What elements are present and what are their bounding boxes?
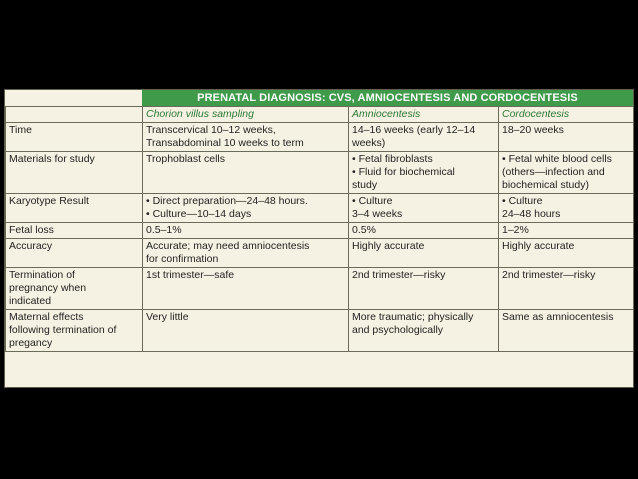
table-row (6, 223, 634, 239)
cell-line: pregancy (9, 337, 53, 349)
data-cell (499, 123, 634, 152)
data-cell (349, 194, 499, 223)
row-label-cell (6, 268, 143, 310)
table-row (6, 152, 634, 194)
cell-line: Fetal loss (9, 224, 54, 236)
row-label-cell (6, 194, 143, 223)
cell-line: biochemical study) (502, 179, 589, 191)
data-cell (143, 268, 349, 310)
column-header (6, 107, 143, 123)
table-row (6, 194, 634, 223)
cell-line: • Culture (502, 195, 543, 207)
data-cell (349, 152, 499, 194)
data-cell (143, 310, 349, 352)
cell-line: Accurate; may need amniocentesis (146, 240, 310, 252)
data-cell (499, 239, 634, 268)
cell-line: 2nd trimester—risky (352, 269, 446, 281)
data-cell (143, 194, 349, 223)
cell-line: • Fluid for biochemical (352, 166, 455, 178)
row-label-cell (6, 310, 143, 352)
header-row (6, 107, 634, 123)
cell-line: • Fetal white blood cells (502, 153, 612, 165)
prenatal-diagnosis-table (4, 89, 634, 388)
data-cell (143, 152, 349, 194)
cell-line: 3–4 weeks (352, 208, 403, 220)
cell-line: 1st trimester—safe (146, 269, 235, 281)
data-cell (499, 223, 634, 239)
cell-line: Highly accurate (352, 240, 425, 252)
cell-line: 1–2% (502, 224, 529, 236)
row-label-cell (6, 123, 143, 152)
cell-line: 2nd trimester—risky (502, 269, 596, 281)
cell-line: indicated (9, 295, 52, 307)
cell-line: 0.5% (352, 224, 376, 236)
cell-line: for confirmation (146, 253, 219, 265)
cell-line: Trophoblast cells (146, 153, 225, 165)
data-cell (143, 239, 349, 268)
data-cell (349, 268, 499, 310)
cell-line: Karyotype Result (9, 195, 89, 207)
row-label-cell (6, 223, 143, 239)
cell-line: • Fetal fibroblasts (352, 153, 433, 165)
table-title: PRENATAL DIAGNOSIS: CVS, AMNIOCENTESIS AND CORDOCENTESIS (142, 90, 633, 106)
cell-line: (others—infection and (502, 166, 605, 178)
column-header: Chorion villus sampling (143, 107, 349, 123)
cell-line: • Direct preparation—24–48 hours. (146, 195, 308, 207)
data-cell (349, 123, 499, 152)
data-cell (349, 239, 499, 268)
comparison-grid (5, 106, 634, 352)
cell-line: Maternal effects (9, 311, 84, 323)
cell-line: Accuracy (9, 240, 53, 252)
cell-line: Transcervical 10–12 weeks, (146, 124, 276, 136)
table-row (6, 268, 634, 310)
data-cell (499, 268, 634, 310)
cell-line: Same as amniocentesis (502, 311, 614, 323)
table-row (6, 310, 634, 352)
title-spacer (5, 90, 142, 106)
cell-line: Highly accurate (502, 240, 575, 252)
data-cell (499, 152, 634, 194)
cell-line: following termination of (9, 324, 117, 336)
cell-line: Termination of (9, 269, 75, 281)
data-cell (499, 194, 634, 223)
cell-line: pregnancy when (9, 282, 87, 294)
cell-line: weeks) (352, 137, 386, 149)
cell-line: Materials for study (9, 153, 95, 165)
cell-line: Very little (146, 311, 189, 323)
cell-line: Transabdominal 10 weeks to term (146, 137, 304, 149)
data-cell (349, 310, 499, 352)
cell-line: • Culture (352, 195, 393, 207)
data-cell (143, 123, 349, 152)
cell-line: 18–20 weeks (502, 124, 564, 136)
cell-line: • Culture—10–14 days (146, 208, 252, 220)
table-row (6, 239, 634, 268)
cell-line: More traumatic; physically (352, 311, 474, 323)
cell-line: and psychologically (352, 324, 444, 336)
data-cell (499, 310, 634, 352)
cell-line: study (352, 179, 378, 191)
data-cell (143, 223, 349, 239)
row-label-cell (6, 239, 143, 268)
cell-line: 24–48 hours (502, 208, 561, 220)
data-cell (349, 223, 499, 239)
cell-line: 0.5–1% (146, 224, 182, 236)
row-label-cell (6, 152, 143, 194)
cell-line: 14–16 weeks (early 12–14 (352, 124, 476, 136)
cell-line: Time (9, 124, 32, 136)
column-header: Amniocentesis (349, 107, 499, 123)
column-header: Cordocentesis (499, 107, 634, 123)
table-row (6, 123, 634, 152)
